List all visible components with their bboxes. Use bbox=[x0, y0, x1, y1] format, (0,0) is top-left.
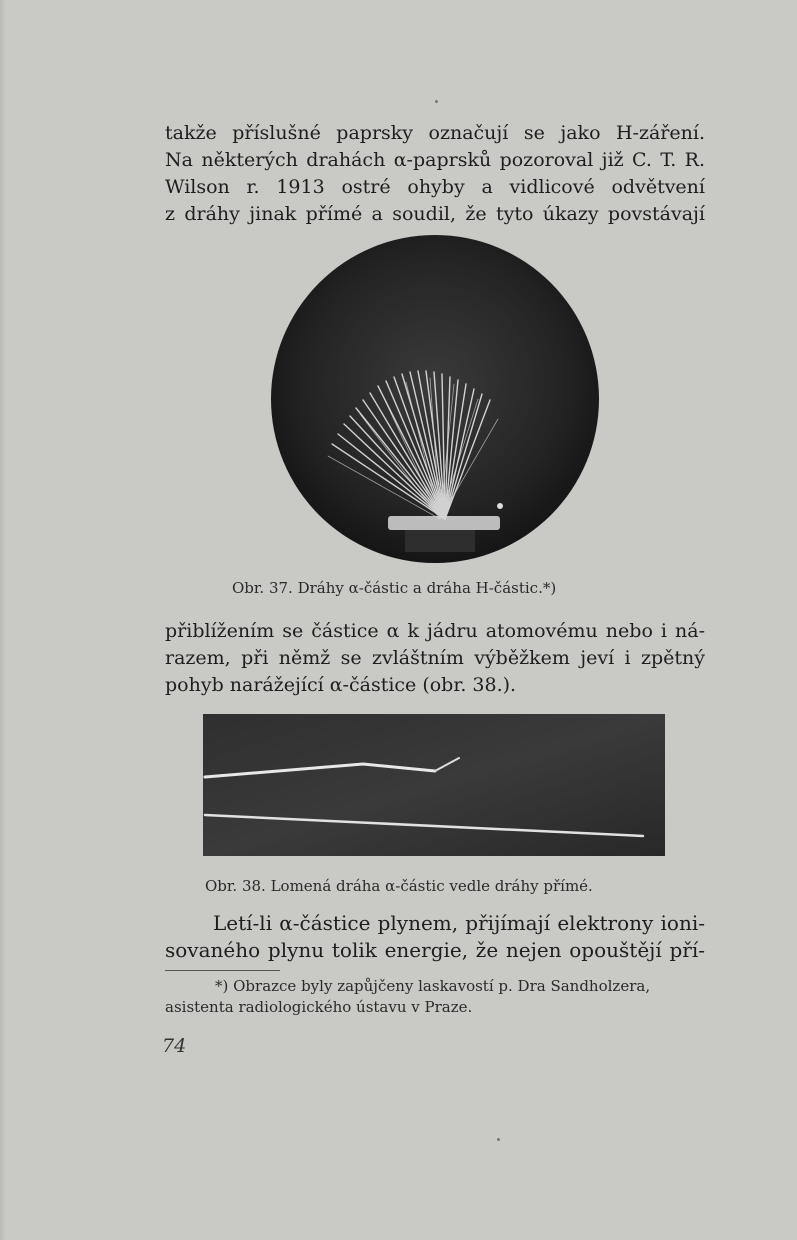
text-line: Letí-li α-částice plynem, přijímají elektrony ioni- bbox=[213, 911, 705, 935]
figure-38-caption: Obr. 38. Lomená dráha α-částic vedle dráhy přímé. bbox=[205, 877, 593, 895]
footnote-divider bbox=[165, 970, 280, 971]
text-line: přiblížením se částice α k jádru atomovému nebo i ná- bbox=[165, 620, 705, 642]
text-line: takže příslušné paprsky označují se jako H-záření. bbox=[165, 122, 705, 144]
text-line: Na některých drahách α-paprsků pozoroval již C. T. R. bbox=[165, 149, 705, 171]
paragraph-1 bbox=[165, 120, 705, 228]
paper-speck bbox=[497, 1138, 500, 1141]
text-line: razem, při němž se zvláštním výběžkem jeví i zpětný bbox=[165, 647, 705, 669]
footnote-line: *) Obrazce byly zapůjčeny laskavostí p. Dra Sandholzera, bbox=[215, 977, 651, 995]
paragraph-2 bbox=[165, 618, 705, 699]
text-line: z dráhy jinak přímé a soudil, že tyto úkazy povstávají bbox=[165, 203, 705, 225]
figure-38-broken-track-photo bbox=[203, 714, 665, 856]
paragraph-3 bbox=[165, 910, 705, 964]
figure-37-alpha-tracks-photo bbox=[270, 234, 600, 564]
text-line: pohyb narážející α-částice (obr. 38.). bbox=[165, 674, 517, 696]
page-edge bbox=[0, 0, 6, 1240]
footnote-line: asistenta radiologického ústavu v Praze. bbox=[165, 998, 473, 1016]
text-line: Wilson r. 1913 ostré ohyby a vidlicové odvětvení bbox=[165, 176, 705, 198]
page-number: 74 bbox=[162, 1035, 187, 1057]
figure-37-caption: Obr. 37. Dráhy α-částic a dráha H-částic.*) bbox=[232, 579, 557, 597]
paper-speck bbox=[435, 100, 438, 103]
text-line: sovaného plynu tolik energie, že nejen opouštějí pří- bbox=[165, 938, 705, 962]
footnote bbox=[165, 976, 705, 1018]
